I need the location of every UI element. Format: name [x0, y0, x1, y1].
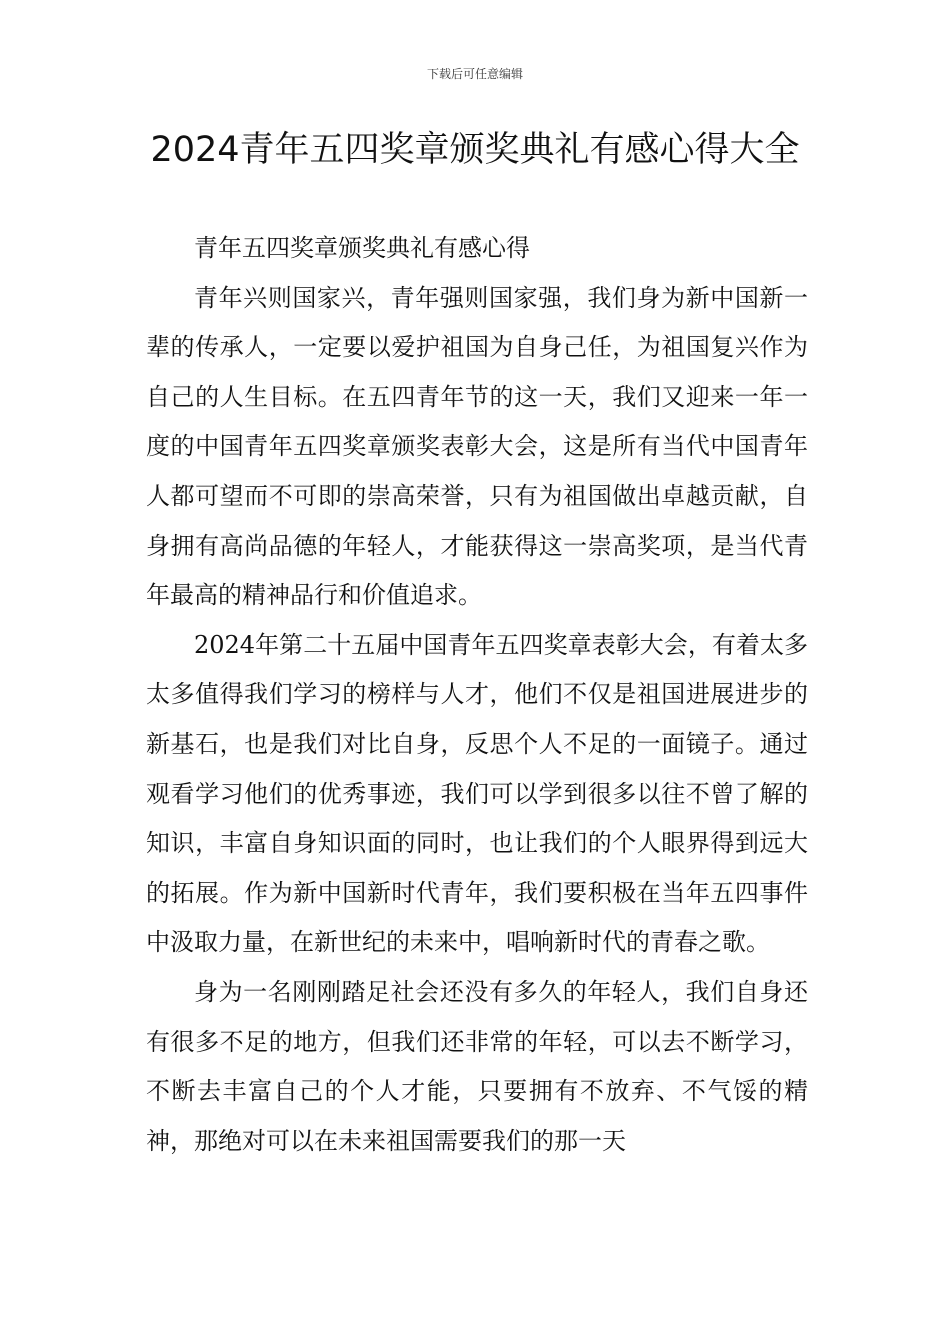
paragraph-subtitle: 青年五四奖章颁奖典礼有感心得: [194, 234, 530, 262]
document-body: [146, 224, 808, 1166]
header-note: 下载后可任意编辑: [426, 67, 523, 81]
document-title: 2024青年五四奖章颁奖典礼有感心得大全: [150, 130, 800, 170]
paragraph: 2024年第二十五届中国青年五四奖章表彰大会，有着太多太多值得我们学习的榜样与人才，他们不仅是祖国进展进步的新基石，也是我们对比自身，反思个人不足的一面镜子。通过观看学习他们的优秀事迹，我们可以学到很多以往不曾了解的知识，丰富自身知识面的同时，也让我们的个人眼界得到远大的拓展。作为新中国新时代青年，我们要积极在当年五四事件中汲取力量，在新世纪的未来中，唱响新时代的青春之歌。: [146, 630, 808, 957]
paragraph: 青年兴则国家兴，青年强则国家强，我们身为新中国新一辈的传承人，一定要以爱护祖国为自身己任，为祖国复兴作为自己的人生目标。在五四青年节的这一天，我们又迎来一年一度的中国青年五四奖章颁奖表彰大会，这是所有当代中国青年人都可望而不可即的崇高荣誉，只有为祖国做出卓越贡献，自身拥有高尚品德的年轻人，才能获得这一崇高奖项，是当代青年最高的精神品行和价值追求。: [146, 283, 808, 610]
paragraph: 身为一名刚刚踏足社会还没有多久的年轻人，我们自身还有很多不足的地方，但我们还非常的年轻，可以去不断学习，不断去丰富自己的个人才能，只要拥有不放弃、不气馁的精神，那绝对可以在未来祖国需要我们的那一天: [146, 977, 808, 1155]
